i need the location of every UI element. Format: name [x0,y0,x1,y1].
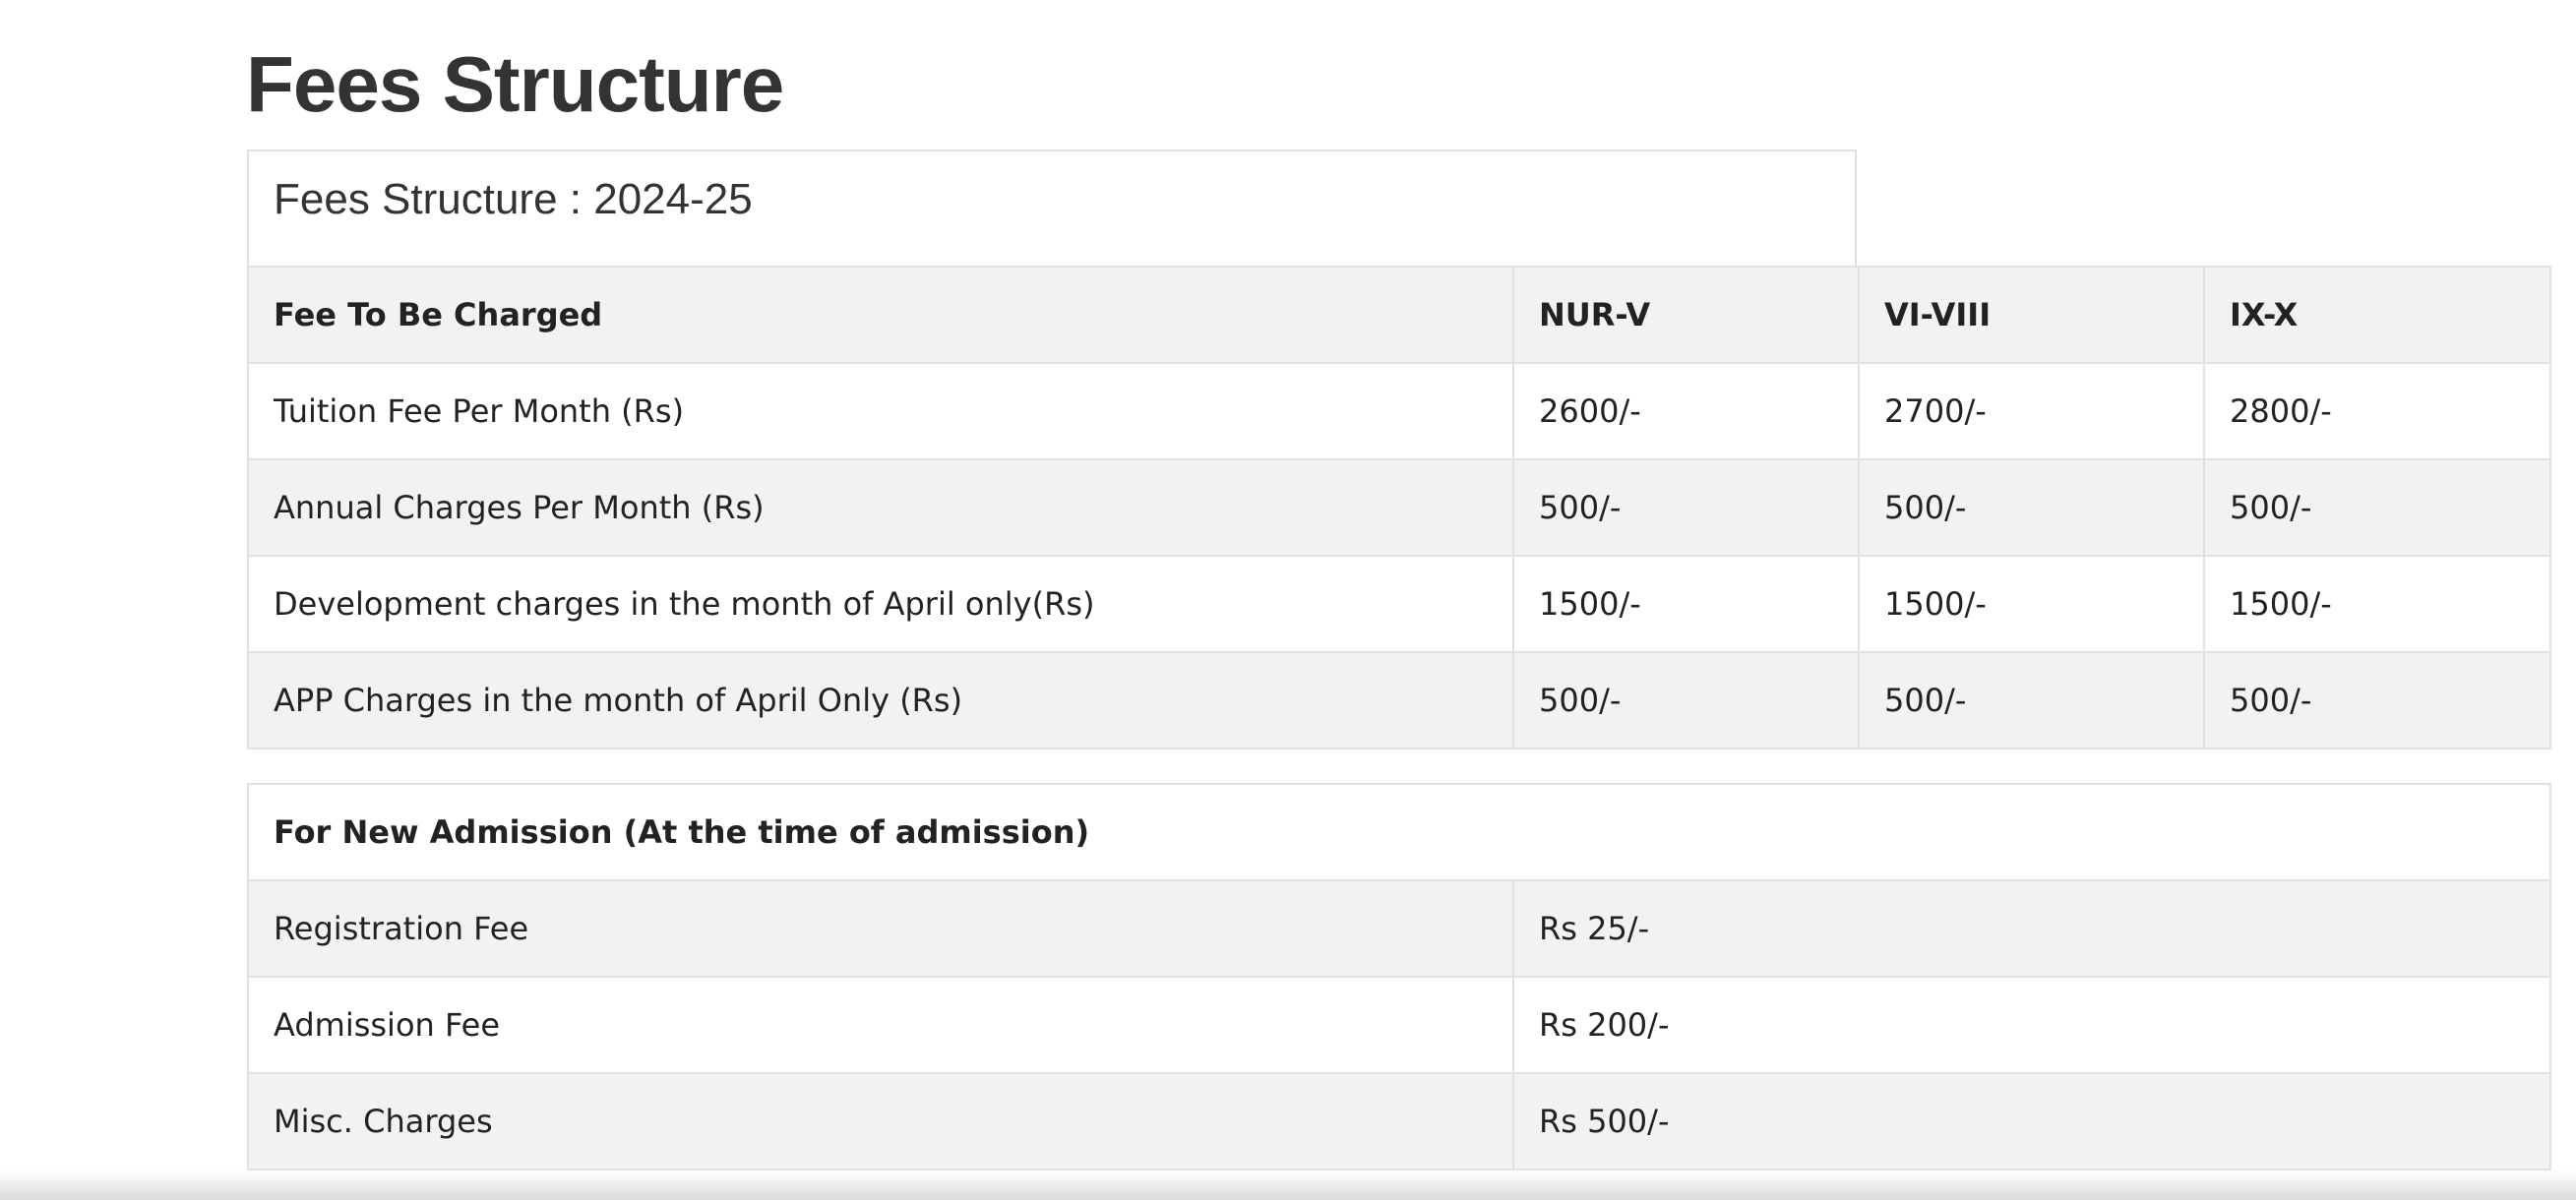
table-header-row [248,267,2550,363]
table-row [248,363,2550,459]
table-caption-text: Fees Structure : 2024-25 [274,175,753,223]
fee-value-cell: 500/- [1859,459,2204,556]
table-row [248,459,2550,556]
fee-value-cell: 500/- [2204,459,2550,556]
fee-value-cell: 2700/- [1859,363,2204,459]
fee-value-cell: 500/- [1859,652,2204,749]
fee-name-cell: APP Charges in the month of April Only (Rs) [248,652,1513,749]
fee-value-cell: 500/- [1513,652,1859,749]
table-row [248,880,2550,977]
fee-structure-table [247,266,2551,750]
fee-value-cell: 500/- [1513,459,1859,556]
fee-value-cell: 500/- [2204,652,2550,749]
fee-value-cell: 2600/- [1513,363,1859,459]
fee-name-cell: Registration Fee [248,880,1513,977]
table-row [248,1073,2550,1170]
table-caption [247,150,1857,266]
fee-value-cell: 1500/- [2204,556,2550,652]
bottom-edge-shadow [0,1170,2576,1200]
column-header: NUR-V [1513,267,1859,363]
table-row [248,556,2550,652]
fee-name-cell: Development charges in the month of April only(Rs) [248,556,1513,652]
fee-value-cell: Rs 25/- [1513,880,2550,977]
table-row [248,652,2550,749]
fee-value-cell: 1500/- [1513,556,1859,652]
fee-name-cell: Tuition Fee Per Month (Rs) [248,363,1513,459]
page-title: Fees Structure [246,40,784,128]
table-row [248,977,2550,1073]
fee-name-cell: Misc. Charges [248,1073,1513,1170]
fee-name-cell: Annual Charges Per Month (Rs) [248,459,1513,556]
column-header: Fee To Be Charged [248,267,1513,363]
fee-value-cell: 1500/- [1859,556,2204,652]
admission-fee-table [247,783,2551,1170]
admission-heading-row [248,784,2550,880]
fee-value-cell: 2800/- [2204,363,2550,459]
fee-value-cell: Rs 200/- [1513,977,2550,1073]
fee-name-cell: Admission Fee [248,977,1513,1073]
admission-heading: For New Admission (At the time of admission) [248,784,2550,880]
column-header: IX-X [2204,267,2550,363]
fee-value-cell: Rs 500/- [1513,1073,2550,1170]
column-header: VI-VIII [1859,267,2204,363]
